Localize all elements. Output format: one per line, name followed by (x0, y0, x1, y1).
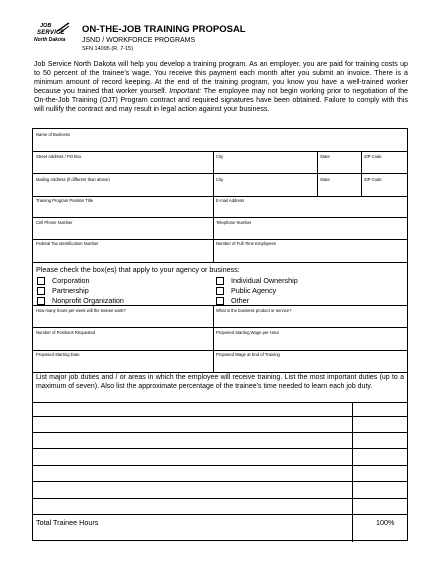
checkbox-individual-ownership[interactable]: Individual Ownership (216, 277, 298, 285)
important-label: Important: (169, 87, 202, 96)
checkbox-partnership[interactable]: Partnership (37, 287, 89, 295)
intro-paragraph: Job Service North Dakota will help you develop a training program. As an employer, you are paid for training costs up to 50 percent of the trainee’s wage. You receive this payment each month after you submit an invoice. There is a minimum amount of record keeping. At the end of the training program, you know you have a well-trained worker because you trained that worker yourself. Important: The employee may not begin working prior to negotiation of the On-the-Job Training (OJT) Program contract and required signatures have been obtained. Failure to comply with this will nullify the contract and may result in legal action against your business. (34, 60, 409, 114)
checkbox-other[interactable]: Other (216, 297, 249, 305)
form-subtitle: JSND / WORKFORCE PROGRAMS (82, 37, 196, 44)
full-time-employees-label: Number of Full-Time Employees (216, 241, 276, 246)
email-label: E-mail Address (216, 198, 245, 203)
state-label-2: State (320, 177, 330, 182)
business-name-label: Name of Business (36, 132, 70, 137)
business-product-label: What is the business product or service? (216, 308, 292, 313)
checkbox-nonprofit[interactable]: Nonprofit Organization (37, 297, 124, 305)
starting-date-label: Proposed Starting Date (36, 352, 80, 357)
street-address-label: Street Address / PO Box (36, 154, 82, 159)
city-label-2: City (216, 177, 224, 182)
total-hours-percent: 100% (376, 518, 395, 527)
cell-phone-label: Cell Phone Number (36, 220, 73, 225)
form-number: SFN 14095 (R. 7-15) (82, 46, 134, 52)
state-label: State (320, 154, 330, 159)
form-title: ON-THE-JOB TRAINING PROPOSAL (82, 24, 246, 35)
starting-wage-hour-label: Proposed Starting Wage per Hour (216, 330, 279, 335)
zip-label-2: ZIP Code (364, 177, 382, 182)
zip-label: ZIP Code (364, 154, 382, 159)
tax-id-label: Federal Tax Identification Number (36, 241, 99, 246)
wage-end-label: Proposed Wage at End of Training (216, 352, 280, 357)
job-service-logo: JOB SERVICE North Dakota (34, 24, 74, 48)
checkbox-public-agency[interactable]: Public Agency (216, 287, 276, 295)
positions-requested-label: Number of Positions Requested (36, 330, 96, 335)
total-hours-label: Total Trainee Hours (36, 518, 99, 527)
city-label: City (216, 154, 224, 159)
checkbox-corporation[interactable]: Corporation (37, 277, 90, 285)
telephone-label: Telephone Number (216, 220, 252, 225)
duties-instructions: List major job duties and / or areas in which the employee will receive training. List the most important duties (up to a maximum of seven). Also list the approximate percentage of the trainee’s time needed to learn each job duty. (36, 374, 404, 390)
agency-prompt: Please check the box(es) that apply to your agency or business: (36, 265, 240, 274)
form-grid (32, 128, 408, 541)
mailing-address-label: Mailing Address (if different than above) (36, 177, 110, 182)
position-title-label: Training Program Position Title (36, 198, 94, 203)
hours-per-week-label: How many hours per week will the trainee work? (36, 308, 126, 313)
